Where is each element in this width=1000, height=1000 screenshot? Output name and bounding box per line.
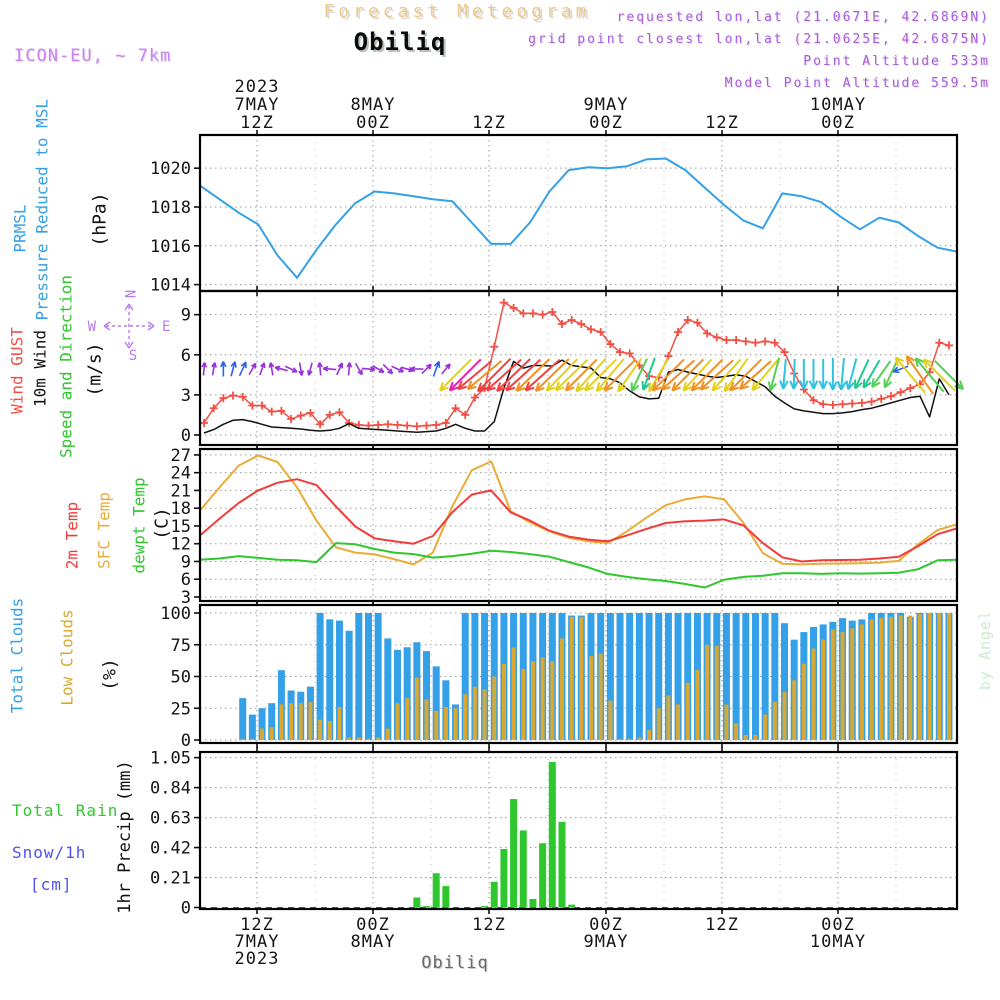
- svg-text:0.42: 0.42: [150, 838, 191, 859]
- -m-s--axis-label: (m/s): [84, 342, 106, 397]
- wind-gust-axis-label: Wind GUST: [7, 327, 27, 414]
- svg-text:7MAY: 7MAY: [234, 95, 280, 115]
- svg-text:2023: 2023: [234, 949, 280, 969]
- svg-text:00Z: 00Z: [821, 113, 855, 133]
- station-title: Obiliq: [353, 28, 447, 56]
- dewpt-temp-curve: [200, 543, 957, 587]
- temp-panel: [171, 444, 957, 608]
- svg-text:0: 0: [180, 425, 191, 446]
- svg-text:50: 50: [170, 667, 191, 688]
- svg-text:1020: 1020: [150, 159, 191, 180]
- svg-text:75: 75: [170, 635, 191, 656]
- svg-text:10MAY: 10MAY: [809, 95, 867, 115]
- svg-text:0.21: 0.21: [150, 868, 191, 889]
- svg-text:00Z: 00Z: [356, 915, 390, 935]
- speed-and-direction-axis-label: Speed and Direction: [56, 274, 76, 459]
- svg-text:6: 6: [180, 345, 191, 366]
- grid-point-coords-label: grid point closest lon,lat (21.0625E, 42.6875N): [528, 32, 990, 47]
- wind-panel: [88, 286, 964, 450]
- svg-text:1018: 1018: [150, 197, 191, 218]
- sfc-temp-axis-label: SFC Temp: [94, 491, 114, 570]
- 1hr-precip-bars: [413, 762, 575, 908]
- snow-per-hour-label: Snow/1h: [12, 843, 87, 862]
- prmsl-axis-label: PRMSL: [10, 204, 30, 253]
- low-clouds-axis-label: Low Clouds: [57, 609, 77, 706]
- snow-unit-label: [cm]: [30, 875, 73, 894]
- svg-text:2023: 2023: [234, 77, 280, 97]
- svg-text:9MAY: 9MAY: [583, 932, 629, 952]
- figure-title: Forecast Meteogram: [323, 1, 591, 22]
- svg-text:18: 18: [170, 499, 191, 520]
- svg-text:10MAY: 10MAY: [809, 932, 867, 952]
- svg-text:12Z: 12Z: [240, 915, 274, 935]
- svg-text:1016: 1016: [150, 236, 191, 257]
- svg-text:8MAY: 8MAY: [350, 95, 396, 115]
- point-altitude-label: Point Altitude 533m: [803, 54, 990, 69]
- svg-text:0: 0: [180, 898, 191, 919]
- svg-text:15: 15: [170, 516, 191, 537]
- svg-text:0.84: 0.84: [150, 778, 191, 799]
- -hpa--axis-label: (hPa): [89, 192, 111, 247]
- svg-text:12Z: 12Z: [705, 113, 739, 133]
- model-resolution-label: ICON-EU, ~ 7km: [14, 46, 172, 66]
- requested-coords-label: requested lon,lat (21.0671E, 42.6869N): [616, 10, 990, 25]
- wind-gust-curve: [200, 299, 953, 431]
- svg-text:3: 3: [180, 385, 191, 406]
- svg-text:12Z: 12Z: [472, 915, 506, 935]
- prmsl-curve: [200, 159, 957, 278]
- --axis-label: (%): [99, 658, 121, 691]
- total-clouds-axis-label: Total Clouds: [7, 597, 27, 714]
- svg-text:9: 9: [180, 305, 191, 326]
- svg-text:12Z: 12Z: [472, 113, 506, 133]
- svg-text:00Z: 00Z: [589, 113, 623, 133]
- svg-text:0: 0: [180, 731, 191, 752]
- dewpt-temp-axis-label: dewpt Temp: [129, 477, 149, 574]
- -c--axis-label: (C): [151, 507, 173, 540]
- svg-text:7MAY: 7MAY: [234, 932, 280, 952]
- svg-text:0.63: 0.63: [150, 808, 191, 829]
- clouds-panel: [160, 600, 957, 751]
- model-point-altitude-label: Model Point Altitude 559.5m: [724, 76, 990, 91]
- 2m-temp-curve: [200, 479, 957, 561]
- svg-text:12Z: 12Z: [705, 915, 739, 935]
- svg-text:27: 27: [170, 445, 191, 466]
- svg-text:N: N: [121, 289, 137, 299]
- svg-text:W: W: [87, 319, 96, 335]
- svg-text:S: S: [128, 348, 138, 364]
- svg-text:3: 3: [180, 587, 191, 608]
- svg-text:8MAY: 8MAY: [350, 932, 396, 952]
- svg-text:24: 24: [170, 463, 191, 484]
- svg-text:E: E: [162, 319, 171, 335]
- svg-text:00Z: 00Z: [589, 915, 623, 935]
- svg-text:12Z: 12Z: [240, 113, 274, 133]
- wind-direction-arrows: [202, 356, 963, 394]
- svg-text:100: 100: [160, 604, 191, 625]
- svg-text:12: 12: [170, 534, 191, 555]
- svg-text:00Z: 00Z: [821, 915, 855, 935]
- pressure-reduced-to-msl-axis-label: Pressure Reduced to MSL: [32, 98, 52, 321]
- sfc-temp-curve: [200, 456, 957, 565]
- svg-text:1.05: 1.05: [150, 748, 191, 769]
- svg-text:1014: 1014: [150, 275, 191, 296]
- total-rain-label: Total Rain: [12, 801, 119, 820]
- svg-text:25: 25: [170, 699, 191, 720]
- svg-text:9MAY: 9MAY: [583, 95, 629, 115]
- 10m-wind-axis-label: 10m Wind: [30, 329, 50, 408]
- author-watermark: by Angel: [976, 609, 994, 691]
- svg-text:00Z: 00Z: [356, 113, 390, 133]
- 2m-temp-axis-label: 2m Temp: [62, 501, 82, 570]
- 1hr-precip-mm--axis-label: 1hr Precip (mm): [115, 760, 135, 914]
- svg-text:9: 9: [180, 552, 191, 573]
- footer-station-label: Obiliq: [421, 953, 489, 973]
- pressure-panel: [150, 130, 957, 296]
- precip-panel: [150, 747, 957, 919]
- svg-text:21: 21: [170, 481, 191, 502]
- svg-text:6: 6: [180, 570, 191, 591]
